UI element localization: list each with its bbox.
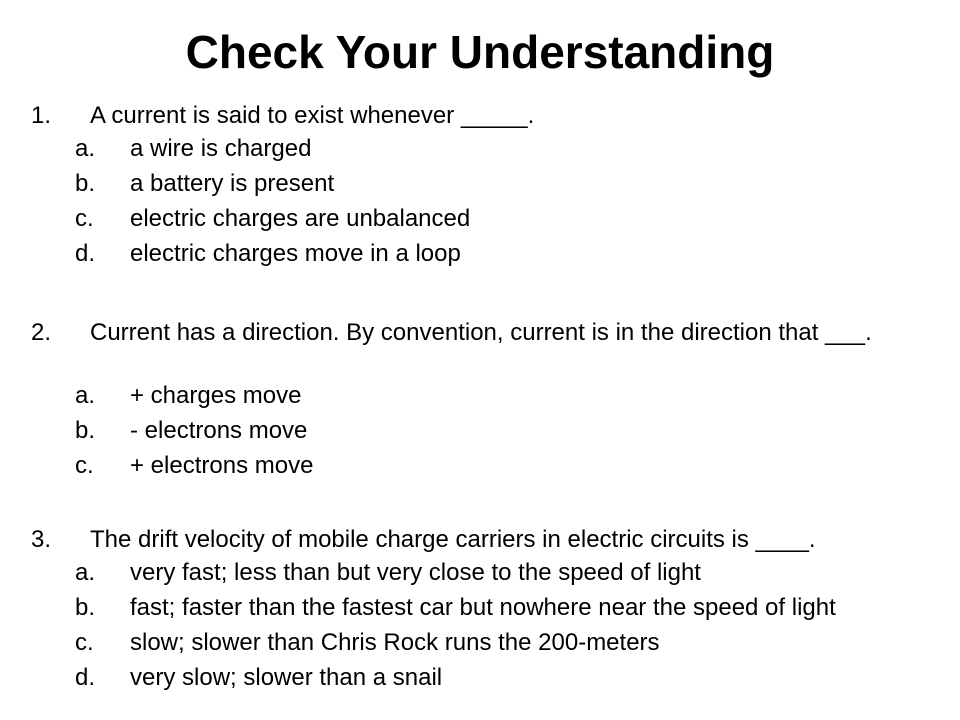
- question-text: A current is said to exist whenever _____.: [90, 102, 535, 129]
- choice-item: [0, 625, 960, 660]
- choice-letter: d.: [75, 664, 96, 691]
- question-text: Current has a direction. By convention, current is in the direction that ___.: [90, 319, 872, 346]
- choice-text: electric charges are unbalanced: [130, 205, 471, 232]
- choice-letter: b.: [75, 594, 96, 621]
- choice-letter: a.: [75, 559, 96, 586]
- choice-letter: a.: [75, 382, 96, 409]
- question-stem: [0, 525, 960, 555]
- choice-item: [0, 660, 960, 695]
- question-2: [0, 318, 960, 483]
- question-number: 1.: [31, 102, 52, 129]
- choice-text: a wire is charged: [130, 135, 312, 162]
- choice-text: slow; slower than Chris Rock runs the 200-meters: [130, 629, 660, 656]
- question-number: 2.: [31, 319, 52, 346]
- choice-letter: c.: [75, 452, 94, 479]
- choice-letter: b.: [75, 170, 96, 197]
- choice-list: [0, 131, 960, 271]
- choice-list: [0, 555, 960, 695]
- question-number: 3.: [31, 526, 52, 553]
- question-stem: [0, 318, 960, 378]
- choice-text: a battery is present: [130, 170, 335, 197]
- choice-text: - electrons move: [130, 417, 308, 444]
- choice-letter: c.: [75, 629, 94, 656]
- choice-item: [0, 201, 960, 236]
- choice-item: [0, 590, 960, 625]
- choice-list: [0, 378, 960, 483]
- question-3: [0, 525, 960, 695]
- question-text: The drift velocity of mobile charge carriers in electric circuits is ____.: [90, 526, 816, 553]
- choice-item: [0, 166, 960, 201]
- choice-text: very fast; less than but very close to the speed of light: [130, 559, 701, 586]
- question-stem: [0, 101, 960, 131]
- choice-letter: c.: [75, 205, 94, 232]
- choice-letter: d.: [75, 240, 96, 267]
- choice-text: very slow; slower than a snail: [130, 664, 443, 691]
- choice-letter: a.: [75, 135, 96, 162]
- question-1: [0, 101, 960, 271]
- choice-item: [0, 378, 960, 413]
- slide-title: Check Your Understanding: [185, 26, 775, 78]
- choice-item: [0, 131, 960, 166]
- choice-item: [0, 413, 960, 448]
- choice-text: electric charges move in a loop: [130, 240, 461, 267]
- choice-item: [0, 236, 960, 271]
- choice-text: fast; faster than the fastest car but nowhere near the speed of light: [130, 594, 836, 621]
- choice-item: [0, 448, 960, 483]
- choice-item: [0, 555, 960, 590]
- choice-text: + electrons move: [130, 452, 314, 479]
- choice-letter: b.: [75, 417, 96, 444]
- choice-text: + charges move: [130, 382, 302, 409]
